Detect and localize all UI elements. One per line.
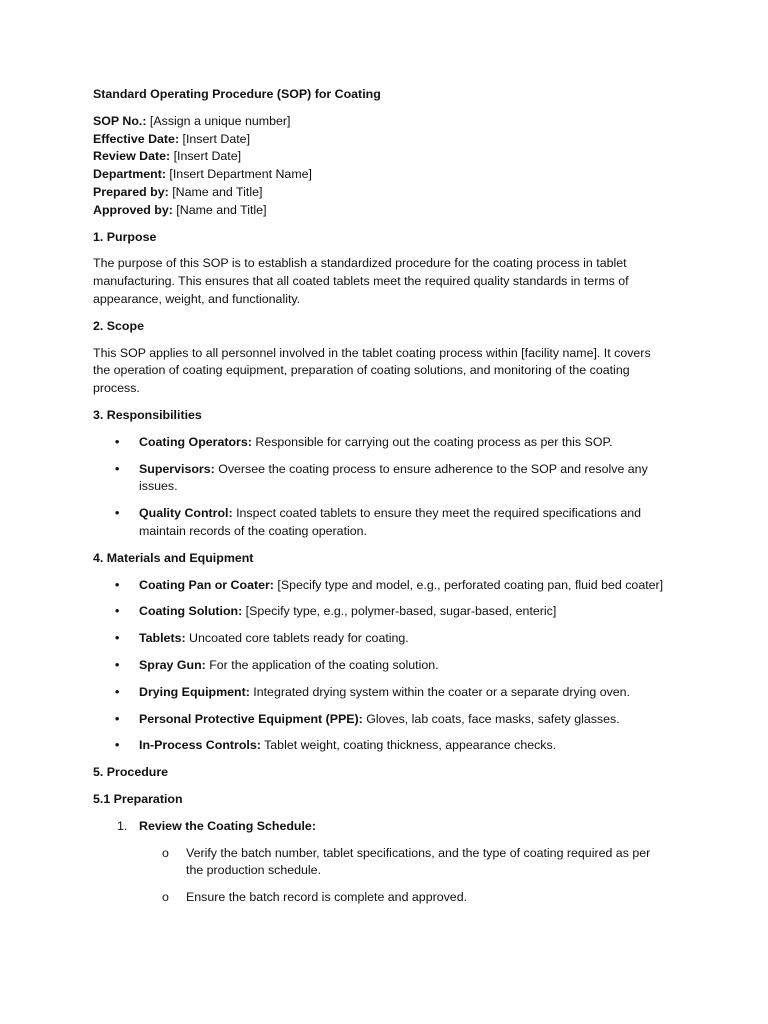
- item-label: Spray Gun:: [139, 657, 206, 672]
- bullet-marker: •: [115, 631, 120, 646]
- list-item: [93, 737, 668, 755]
- item-text: Gloves, lab coats, face masks, safety glasses.: [362, 711, 620, 726]
- item-text: Integrated drying system within the coater or a separate drying oven.: [249, 684, 631, 699]
- list-item: [93, 461, 668, 497]
- item-label: Drying Equipment:: [139, 684, 250, 699]
- item-text: [Specify type and model, e.g., perforated coating pan, fluid bed coater]: [273, 577, 664, 592]
- meta-label: Review Date:: [93, 149, 171, 164]
- procedure-steps-list: [93, 818, 668, 907]
- list-item: [93, 505, 668, 541]
- meta-approved-by: [93, 202, 668, 220]
- sub-list-item: [139, 889, 668, 907]
- meta-effective-date: [93, 131, 668, 149]
- section-text-scope: This SOP applies to all personnel involved in the tablet coating process within [facility name]. It covers the operation of coating equipment, preparation of coating solutions, and monitoring of the coating process.: [93, 345, 651, 396]
- item-text: Oversee the coating process to ensure adherence to the SOP and resolve any issues.: [139, 461, 648, 494]
- meta-prepared-by: [93, 184, 668, 202]
- item-text: Responsible for carrying out the coating process as per this SOP.: [251, 434, 613, 449]
- bullet-marker: •: [115, 577, 120, 592]
- sub-bullet-marker: o: [162, 845, 169, 860]
- metadata-block: [93, 113, 668, 220]
- sub-item-text: Ensure the batch record is complete and approved.: [186, 890, 468, 905]
- step-label: Review the Coating Schedule:: [139, 818, 316, 833]
- meta-sop-number: [93, 113, 668, 131]
- list-item: [93, 711, 668, 729]
- procedure-step: [93, 818, 668, 907]
- item-label: Tablets:: [139, 631, 186, 646]
- sub-item-text: Verify the batch number, tablet specifications, and the type of coating required as per the production schedule.: [186, 845, 651, 878]
- bullet-marker: •: [115, 711, 120, 726]
- item-text: Tablet weight, coating thickness, appearance checks.: [260, 738, 557, 753]
- item-text: [Specify type, e.g., polymer-based, sugar-based, enteric]: [242, 604, 557, 619]
- sub-bullet-marker: o: [162, 890, 169, 905]
- section-heading-procedure: 5. Procedure: [93, 765, 169, 780]
- subsection-heading-preparation: 5.1 Preparation: [93, 791, 183, 806]
- meta-value: [Insert Department Name]: [165, 167, 312, 182]
- list-item: [93, 603, 668, 621]
- materials-list: [93, 577, 668, 756]
- list-item: [93, 684, 668, 702]
- item-label: In-Process Controls:: [139, 738, 261, 753]
- item-label: Coating Solution:: [139, 604, 243, 619]
- bullet-marker: •: [115, 657, 120, 672]
- list-item: [93, 657, 668, 675]
- item-label: Personal Protective Equipment (PPE):: [139, 711, 363, 726]
- bullet-marker: •: [115, 684, 120, 699]
- section-heading-purpose: 1. Purpose: [93, 229, 157, 244]
- meta-value: [Insert Date]: [170, 149, 242, 164]
- meta-label: Department:: [93, 167, 166, 182]
- item-text: Inspect coated tablets to ensure they meet the required specifications and maintain records of the coating operation.: [139, 506, 642, 538]
- item-label: Quality Control:: [139, 506, 233, 521]
- meta-department: [93, 166, 668, 184]
- bullet-marker: •: [115, 506, 120, 521]
- item-label: Coating Pan or Coater:: [139, 577, 274, 592]
- meta-label: SOP No.:: [93, 113, 147, 128]
- list-item: [93, 630, 668, 648]
- meta-value: [Insert Date]: [179, 131, 251, 146]
- bullet-marker: •: [115, 738, 120, 753]
- responsibilities-list: [93, 434, 668, 541]
- meta-label: Approved by:: [93, 202, 173, 217]
- document-title: Standard Operating Procedure (SOP) for Coating: [93, 87, 381, 101]
- section-heading-responsibilities: 3. Responsibilities: [93, 407, 202, 422]
- item-text: For the application of the coating solution.: [205, 657, 439, 672]
- list-item: [93, 434, 668, 452]
- bullet-marker: •: [115, 461, 120, 476]
- item-text: Uncoated core tablets ready for coating.: [185, 631, 409, 646]
- meta-label: Effective Date:: [93, 131, 180, 146]
- section-heading-materials: 4. Materials and Equipment: [93, 550, 254, 565]
- bullet-marker: •: [115, 604, 120, 619]
- step-number: 1.: [117, 818, 128, 833]
- item-label: Supervisors:: [139, 461, 215, 476]
- list-item: [93, 577, 668, 595]
- meta-review-date: [93, 148, 668, 166]
- section-heading-scope: 2. Scope: [93, 318, 144, 333]
- sub-list-item: [139, 845, 668, 881]
- meta-label: Prepared by:: [93, 184, 169, 199]
- item-label: Coating Operators:: [139, 434, 252, 449]
- meta-value: [Assign a unique number]: [146, 113, 291, 128]
- document-body: [93, 86, 668, 916]
- meta-value: [Name and Title]: [172, 202, 267, 217]
- meta-value: [Name and Title]: [168, 184, 263, 199]
- bullet-marker: •: [115, 434, 120, 449]
- step-sub-list: [139, 845, 668, 907]
- section-text-purpose: The purpose of this SOP is to establish a standardized procedure for the coating process in tablet manufacturing. This ensures that all coated tablets meet the required quality standards in terms of appearance, weight, and functionality.: [93, 256, 629, 306]
